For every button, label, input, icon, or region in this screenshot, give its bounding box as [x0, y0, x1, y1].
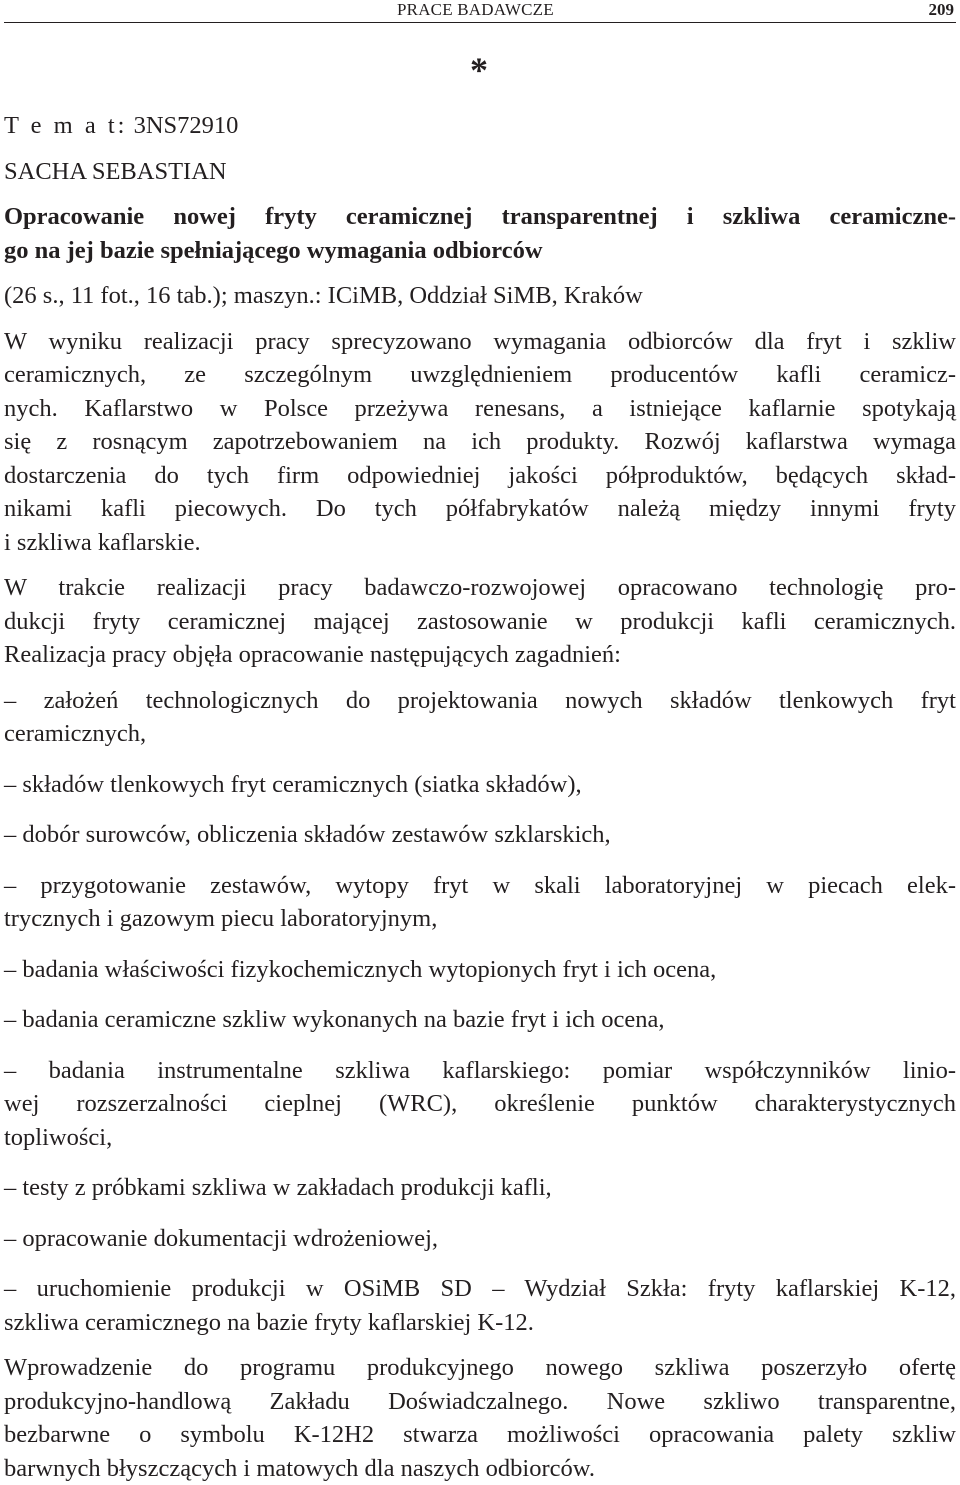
list-item-line: – składów tlenkowych fryt ceramicznych (siatka składów),	[4, 768, 956, 802]
list-item-line: – uruchomienie produkcji w OSiMB SD – Wydział Szkła: fryty kaflarskiej K-12,	[4, 1272, 956, 1306]
author-name: SACHA SEBASTIAN	[4, 155, 956, 189]
list-item-line: – testy z próbkami szkliwa w zakładach produkcji kafli,	[4, 1171, 956, 1205]
article-title-line-2: go na jej bazie spełniającego wymagania odbiorców	[4, 234, 956, 268]
topic-label: T e m a t:	[4, 112, 127, 139]
list-item	[4, 1222, 956, 1256]
paragraph-3-line: produkcyjno-handlową Zakładu Doświadczalnego. Nowe szkliwo transparentne,	[4, 1385, 956, 1419]
paragraph-2	[4, 571, 956, 672]
running-header-title: PRACE BADAWCZE	[397, 0, 554, 20]
article-title-line-1: Opracowanie nowej fryty ceramicznej transparentnej i szkliwa ceramiczne-	[4, 200, 956, 234]
paragraph-1-line: ceramicznych, ze szczególnym uwzględnieniem producentów kafli ceramicz-	[4, 358, 956, 392]
paragraph-1-line: się z rosnącym zapotrzebowaniem na ich produkty. Rozwój kaflarstwa wymaga	[4, 425, 956, 459]
list-item-line: trycznych i gazowym piecu laboratoryjnym,	[4, 902, 956, 936]
paragraph-1	[4, 325, 956, 560]
running-header	[4, 0, 956, 23]
paragraph-1-line: nikami kafli piecowych. Do tych półfabrykatów należą między innymi fryty	[4, 492, 956, 526]
paragraph-2-line: W trakcie realizacji pracy badawczo-rozwojowej opracowano technologię pro-	[4, 571, 956, 605]
paragraph-3-line: bezbarwne o symbolu K-12H2 stwarza możliwości opracowania palety szkliw	[4, 1418, 956, 1452]
paragraph-1-line: nych. Kaflarstwo w Polsce przeżywa renesans, a istniejące kaflarnie spotykają	[4, 392, 956, 426]
paragraph-2-line: dukcji fryty ceramicznej mającej zastosowanie w produkcji kafli ceramicznych.	[4, 605, 956, 639]
scope-list	[4, 684, 956, 1340]
list-item	[4, 1003, 956, 1037]
paragraph-1-line: W wyniku realizacji pracy sprecyzowano wymagania odbiorców dla fryt i szkliw	[4, 325, 956, 359]
list-item	[4, 1171, 956, 1205]
list-item-line: – dobór surowców, obliczenia składów zestawów szklarskich,	[4, 818, 956, 852]
page-number: 209	[929, 0, 955, 20]
list-item-line: – przygotowanie zestawów, wytopy fryt w skali laboratoryjnej w piecach elek-	[4, 869, 956, 903]
paragraph-3-line: Wprowadzenie do programu produkcyjnego nowego szkliwa poszerzyło ofertę	[4, 1351, 956, 1385]
paragraph-1-line: dostarczenia do tych firm odpowiedniej jakości półproduktów, będących skład-	[4, 459, 956, 493]
list-item-line: – badania ceramiczne szkliw wykonanych na bazie fryt i ich ocena,	[4, 1003, 956, 1037]
citation: (26 s., 11 fot., 16 tab.); maszyn.: ICiMB, Oddział SiMB, Kraków	[4, 279, 956, 313]
list-item-line: szkliwa ceramicznego na bazie fryty kaflarskiej K-12.	[4, 1306, 956, 1340]
list-item	[4, 684, 956, 751]
list-item-line: wej rozszerzalności cieplnej (WRC), określenie punktów charakterystycznych	[4, 1087, 956, 1121]
list-item-line: topliwości,	[4, 1121, 956, 1155]
list-item	[4, 869, 956, 936]
list-item-line: ceramicznych,	[4, 717, 956, 751]
list-item	[4, 1272, 956, 1339]
paragraph-2-line: Realizacja pracy objęła opracowanie następujących zagadnień:	[4, 638, 956, 672]
list-item	[4, 953, 956, 987]
list-item	[4, 768, 956, 802]
topic-code: 3NS72910	[134, 112, 239, 139]
list-item-line: – badania instrumentalne szkliwa kaflarskiego: pomiar współczynników linio-	[4, 1054, 956, 1088]
paragraph-3-line: barwnych błyszczących i matowych dla naszych odbiorców.	[4, 1452, 956, 1485]
paragraph-1-line: i szkliwa kaflarskie.	[4, 526, 956, 560]
topic-line	[4, 109, 956, 143]
section-asterisk: *	[470, 52, 488, 88]
list-item	[4, 1054, 956, 1155]
list-item-line: – opracowanie dokumentacji wdrożeniowej,	[4, 1222, 956, 1256]
article-body	[4, 109, 956, 1485]
list-item	[4, 818, 956, 852]
paragraph-3	[4, 1351, 956, 1485]
list-item-line: – badania właściwości fizykochemicznych wytopionych fryt i ich ocena,	[4, 953, 956, 987]
list-item-line: – założeń technologicznych do projektowania nowych składów tlenkowych fryt	[4, 684, 956, 718]
